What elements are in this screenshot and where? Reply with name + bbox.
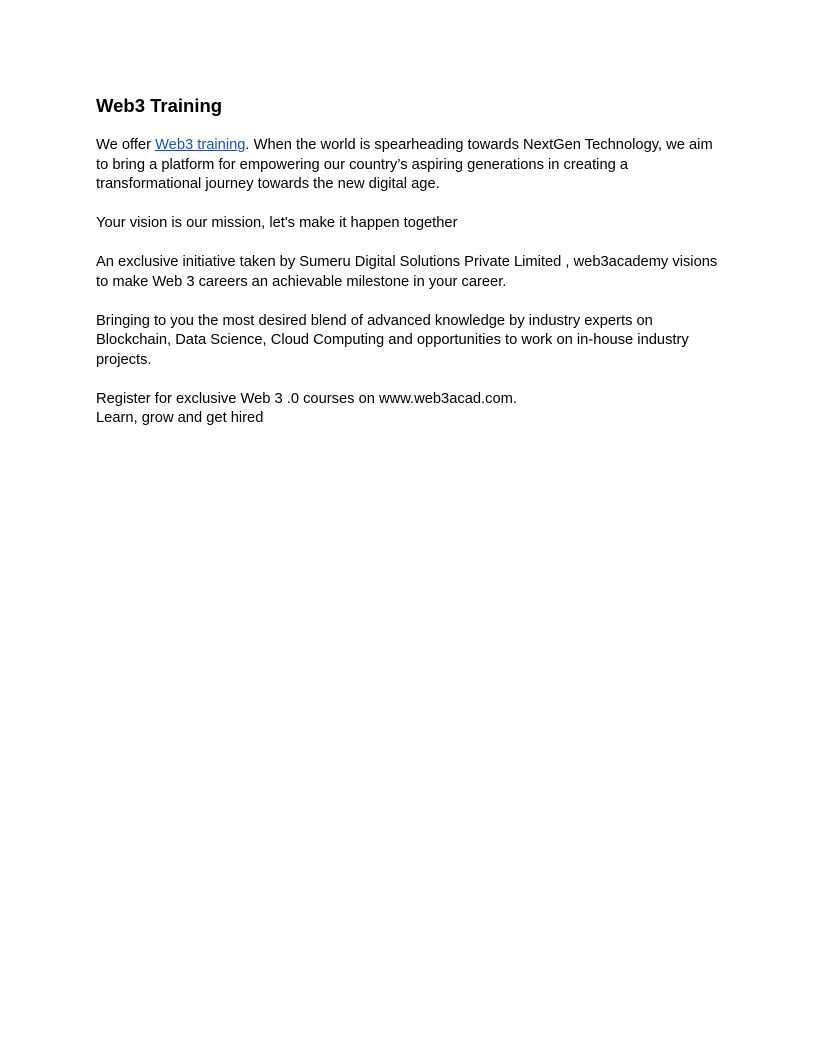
document-title: Web3 Training [96, 95, 223, 116]
intro-text-after-link: . When the world is spearheading towards NextGen Technology, we aim to bring a platform for empowering our country’s aspiring generations in creating a transformational journey towards the new digital age. [96, 137, 713, 192]
blend-paragraph: Bringing to you the most desired blend of advanced knowledge by industry experts on Blockchain, Data Science, Cloud Computing and opportunities to work on in-house industry projects. [96, 312, 689, 368]
tagline-line: Learn, grow and get hired [96, 410, 264, 426]
web3-training-link[interactable]: Web3 training [155, 137, 246, 153]
document-page [96, 94, 726, 429]
initiative-paragraph: An exclusive initiative taken by Sumeru Digital Solutions Private Limited , web3academy visions to make Web 3 careers an achievable milestone in your career. [96, 254, 718, 290]
intro-paragraph [96, 136, 726, 195]
intro-text-before-link: We offer [96, 137, 156, 153]
register-line: Register for exclusive Web 3 .0 courses on www.web3acad.com. [96, 390, 517, 407]
vision-paragraph: Your vision is our mission, let's make it happen together [96, 215, 458, 231]
